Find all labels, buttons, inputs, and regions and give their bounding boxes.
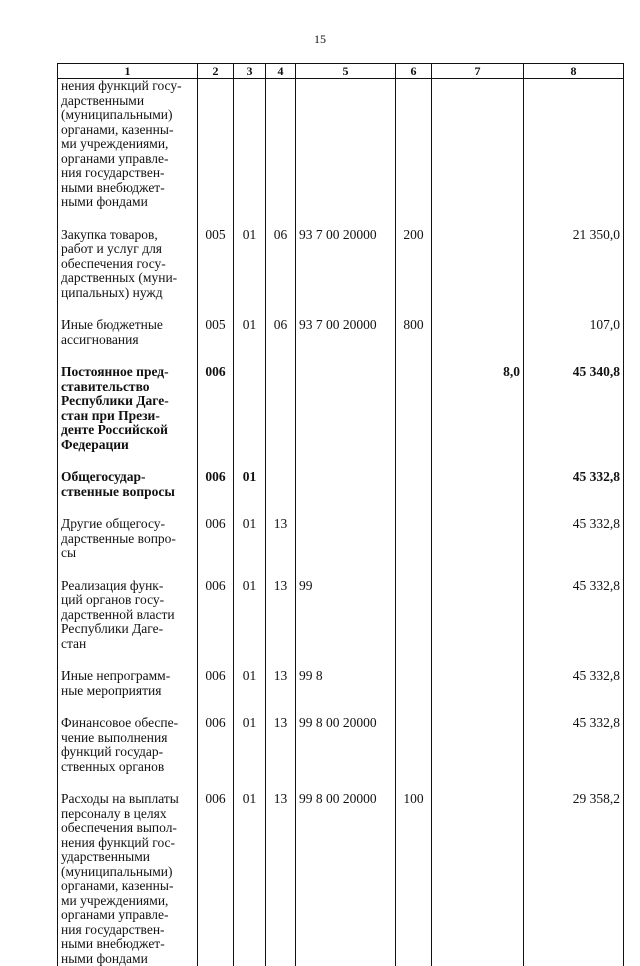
cell-c2: 005 <box>198 228 234 301</box>
column-header: 5 <box>296 64 396 79</box>
row-spacer <box>58 499 624 517</box>
column-header: 4 <box>266 64 296 79</box>
row-name-cell: нения функций госу- дарственными (муниципальными) органами, казенны- ми учреждениями, органами управле- ния государствен- ными внебюджет- ными фондами <box>58 79 198 210</box>
cell-c3: 01 <box>234 470 266 499</box>
cell-c6 <box>396 365 432 452</box>
cell-c3: 01 <box>234 318 266 347</box>
row-spacer <box>58 774 624 792</box>
table-row <box>58 716 624 774</box>
cell-c8: 45 332,8 <box>524 470 624 499</box>
cell-c5: 93 7 00 20000 <box>296 318 396 347</box>
cell-c7 <box>432 792 524 966</box>
cell-c8: 45 340,8 <box>524 365 624 452</box>
cell-c6: 100 <box>396 792 432 966</box>
cell-c3: 01 <box>234 228 266 301</box>
cell-c6 <box>396 716 432 774</box>
header-row <box>58 64 624 79</box>
cell-c3 <box>234 365 266 452</box>
column-header: 6 <box>396 64 432 79</box>
cell-c4: 13 <box>266 716 296 774</box>
cell-c4: 06 <box>266 318 296 347</box>
cell-c4 <box>266 79 296 210</box>
row-name-cell: Постоянное пред- ставительство Республики Даге- стан при Прези- денте Российской Федерации <box>58 365 198 452</box>
cell-c6 <box>396 517 432 561</box>
cell-c2: 006 <box>198 365 234 452</box>
cell-c3 <box>234 79 266 210</box>
cell-c4: 13 <box>266 517 296 561</box>
row-name-cell: Иные непрограмм- ные мероприятия <box>58 669 198 698</box>
cell-c7 <box>432 716 524 774</box>
cell-c7 <box>432 579 524 652</box>
row-name-cell: Иные бюджетные ассигнования <box>58 318 198 347</box>
cell-c2: 005 <box>198 318 234 347</box>
table-row <box>58 579 624 652</box>
cell-c5: 99 8 <box>296 669 396 698</box>
cell-c7 <box>432 669 524 698</box>
row-name-cell: Расходы на выплаты персоналу в целях обеспечения выпол- нения функций гос- ударственными (муниципальными) органами, казенны- ми учреждениями, органами управле- ния государствен- ными внебюджет- ными фондами <box>58 792 198 966</box>
cell-c3: 01 <box>234 579 266 652</box>
cell-c2: 006 <box>198 716 234 774</box>
cell-c8: 45 332,8 <box>524 716 624 774</box>
column-header: 7 <box>432 64 524 79</box>
cell-c6 <box>396 579 432 652</box>
cell-c7 <box>432 517 524 561</box>
row-spacer <box>58 210 624 228</box>
cell-c7 <box>432 470 524 499</box>
cell-c4: 06 <box>266 228 296 301</box>
cell-c2 <box>198 79 234 210</box>
cell-c6 <box>396 669 432 698</box>
cell-c3: 01 <box>234 716 266 774</box>
budget-table <box>57 63 624 966</box>
cell-c5 <box>296 79 396 210</box>
cell-c5 <box>296 365 396 452</box>
cell-c4 <box>266 365 296 452</box>
cell-c2: 006 <box>198 669 234 698</box>
cell-c6 <box>396 470 432 499</box>
cell-c4: 13 <box>266 579 296 652</box>
cell-c6: 200 <box>396 228 432 301</box>
row-name-cell: Общегосудар- ственные вопросы <box>58 470 198 499</box>
column-header: 3 <box>234 64 266 79</box>
cell-c2: 006 <box>198 517 234 561</box>
table-row <box>58 669 624 698</box>
cell-c8: 29 358,2 <box>524 792 624 966</box>
cell-c3: 01 <box>234 792 266 966</box>
row-spacer <box>58 452 624 470</box>
table-row <box>58 228 624 301</box>
row-name-cell: Финансовое обеспе- чение выполнения функций государ- ственных органов <box>58 716 198 774</box>
row-name-cell: Реализация функ- ций органов госу- дарственной власти Республики Даге- стан <box>58 579 198 652</box>
cell-c5: 99 8 00 20000 <box>296 716 396 774</box>
cell-c5: 99 8 00 20000 <box>296 792 396 966</box>
row-name-cell: Закупка товаров, работ и услуг для обеспечения госу- дарственных (муни- ципальных) нужд <box>58 228 198 301</box>
table-row <box>58 470 624 499</box>
cell-c7 <box>432 228 524 301</box>
table-body <box>58 79 624 966</box>
cell-c7: 8,0 <box>432 365 524 452</box>
cell-c5: 99 <box>296 579 396 652</box>
cell-c5: 93 7 00 20000 <box>296 228 396 301</box>
cell-c6: 800 <box>396 318 432 347</box>
cell-c2: 006 <box>198 470 234 499</box>
column-header: 1 <box>58 64 198 79</box>
row-spacer <box>58 651 624 669</box>
column-header: 2 <box>198 64 234 79</box>
table-row <box>58 792 624 966</box>
cell-c6 <box>396 79 432 210</box>
cell-c8: 107,0 <box>524 318 624 347</box>
cell-c8: 45 332,8 <box>524 517 624 561</box>
cell-c5 <box>296 470 396 499</box>
table-row <box>58 365 624 452</box>
cell-c3: 01 <box>234 669 266 698</box>
cell-c4: 13 <box>266 669 296 698</box>
row-name-cell: Другие общегосу- дарственные вопро- сы <box>58 517 198 561</box>
table-row <box>58 79 624 210</box>
cell-c7 <box>432 318 524 347</box>
cell-c8: 45 332,8 <box>524 669 624 698</box>
cell-c4 <box>266 470 296 499</box>
cell-c8: 21 350,0 <box>524 228 624 301</box>
row-spacer <box>58 561 624 579</box>
cell-c2: 006 <box>198 579 234 652</box>
page-number: 15 <box>0 32 640 47</box>
cell-c8 <box>524 79 624 210</box>
cell-c4: 13 <box>266 792 296 966</box>
cell-c2: 006 <box>198 792 234 966</box>
cell-c5 <box>296 517 396 561</box>
cell-c3: 01 <box>234 517 266 561</box>
table-row <box>58 318 624 347</box>
row-spacer <box>58 698 624 716</box>
row-spacer <box>58 347 624 365</box>
cell-c7 <box>432 79 524 210</box>
column-header: 8 <box>524 64 624 79</box>
row-spacer <box>58 300 624 318</box>
cell-c8: 45 332,8 <box>524 579 624 652</box>
table-row <box>58 517 624 561</box>
